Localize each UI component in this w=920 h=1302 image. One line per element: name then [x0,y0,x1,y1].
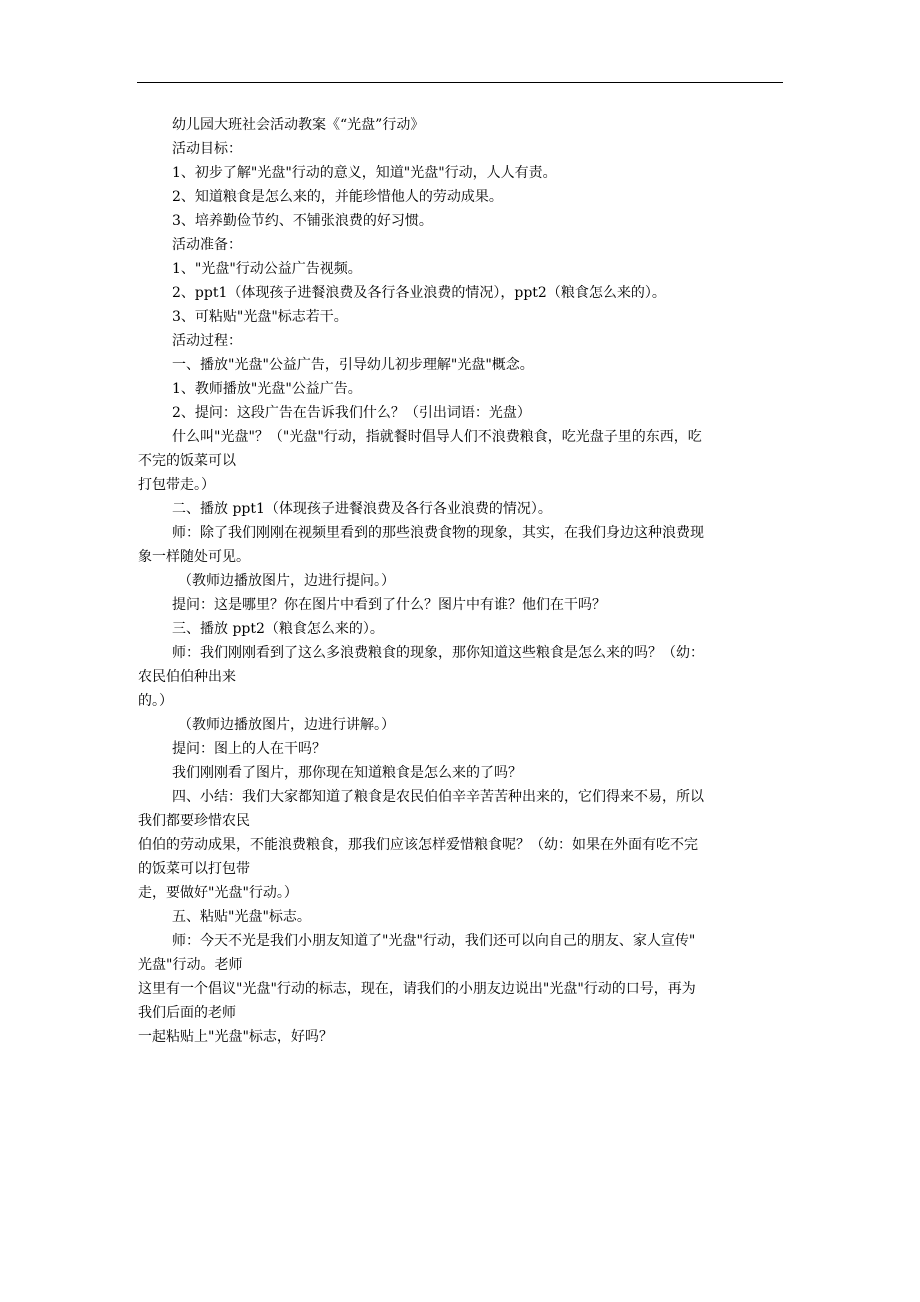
text-line: 三、播放 ppt2（粮食怎么来的）。 [172,621,384,637]
text-line: 一、播放"光盘"公益广告，引导幼儿初步理解"光盘"概念。 [172,357,534,373]
text-line: 我们后面的老师 [138,1005,236,1021]
section-heading-preparation: 活动准备： [172,237,242,253]
text-line: 二、播放 ppt1（体现孩子进餐浪费及各行各业浪费的情况）。 [172,501,552,517]
text-line: 走，要做好"光盘"行动。） [138,885,298,901]
text-line: 光盘"行动。老师 [138,957,243,973]
text-line: 不完的饭菜可以 [138,453,236,469]
text-line: 1、初步了解"光盘"行动的意义，知道"光盘"行动，人人有责。 [172,165,557,181]
text-line: 象一样随处可见。 [138,549,250,565]
text-line: 四、小结：我们大家都知道了粮食是农民伯伯辛辛苦苦种出来的，它们得来不易，所以 [172,789,704,805]
text-line: 师：今天不光是我们小朋友知道了"光盘"行动，我们还可以向自己的朋友、家人宣传" [172,933,696,949]
text-line: 农民伯伯种出来 [138,669,236,685]
text-line: 3、可粘贴"光盘"标志若干。 [172,309,348,325]
section-heading-goals: 活动目标： [172,141,242,157]
text-line: 师：我们刚刚看到了这么多浪费粮食的现象，那你知道这些粮食是怎么来的吗？（幼： [172,645,704,661]
header-rule [137,82,783,83]
text-line: 的饭菜可以打包带 [138,861,250,877]
text-line: 2、提问：这段广告在告诉我们什么？（引出词语：光盘） [172,405,531,421]
text-line: 3、培养勤俭节约、不铺张浪费的好习惯。 [172,213,433,229]
text-line: （教师边播放图片，边进行讲解。） [178,717,395,733]
text-line: 一起粘贴上"光盘"标志，好吗？ [138,1029,333,1045]
text-line: 这里有一个倡议"光盘"行动的标志，现在，请我们的小朋友边说出"光盘"行动的口号，再为 [138,981,696,997]
text-line: 提问：这是哪里？你在图片中看到了什么？图片中有谁？他们在干吗？ [172,597,606,613]
text-line: 我们都要珍惜农民 [138,813,250,829]
document-title: 幼儿园大班社会活动教案《“光盘”行动》 [172,117,425,133]
document-body [138,113,786,1049]
text-line: 打包带走。） [138,477,215,493]
text-line: 提问：图上的人在干吗？ [172,741,326,757]
text-line: 1、教师播放"光盘"公益广告。 [172,381,362,397]
text-line: 五、粘贴"光盘"标志。 [172,909,311,925]
text-line: 什么叫"光盘"？（"光盘"行动，指就餐时倡导人们不浪费粮食，吃光盘子里的东西，吃 [172,429,702,445]
text-line: 2、知道粮食是怎么来的，并能珍惜他人的劳动成果。 [172,189,503,205]
text-line: 的。） [138,693,173,709]
text-line: 1、"光盘"行动公益广告视频。 [172,261,362,277]
text-line: 2、ppt1（体现孩子进餐浪费及各行各业浪费的情况），ppt2（粮食怎么来的）。 [172,285,666,301]
section-heading-process: 活动过程： [172,333,242,349]
text-line: 伯伯的劳动成果，不能浪费粮食，那我们应该怎样爱惜粮食呢？（幼：如果在外面有吃不完 [138,837,698,853]
text-line: 师：除了我们刚刚在视频里看到的那些浪费食物的现象，其实，在我们身边这种浪费现 [172,525,704,541]
text-line: 我们刚刚看了图片，那你现在知道粮食是怎么来的了吗？ [172,765,522,781]
text-line: （教师边播放图片，边进行提问。） [178,573,395,589]
